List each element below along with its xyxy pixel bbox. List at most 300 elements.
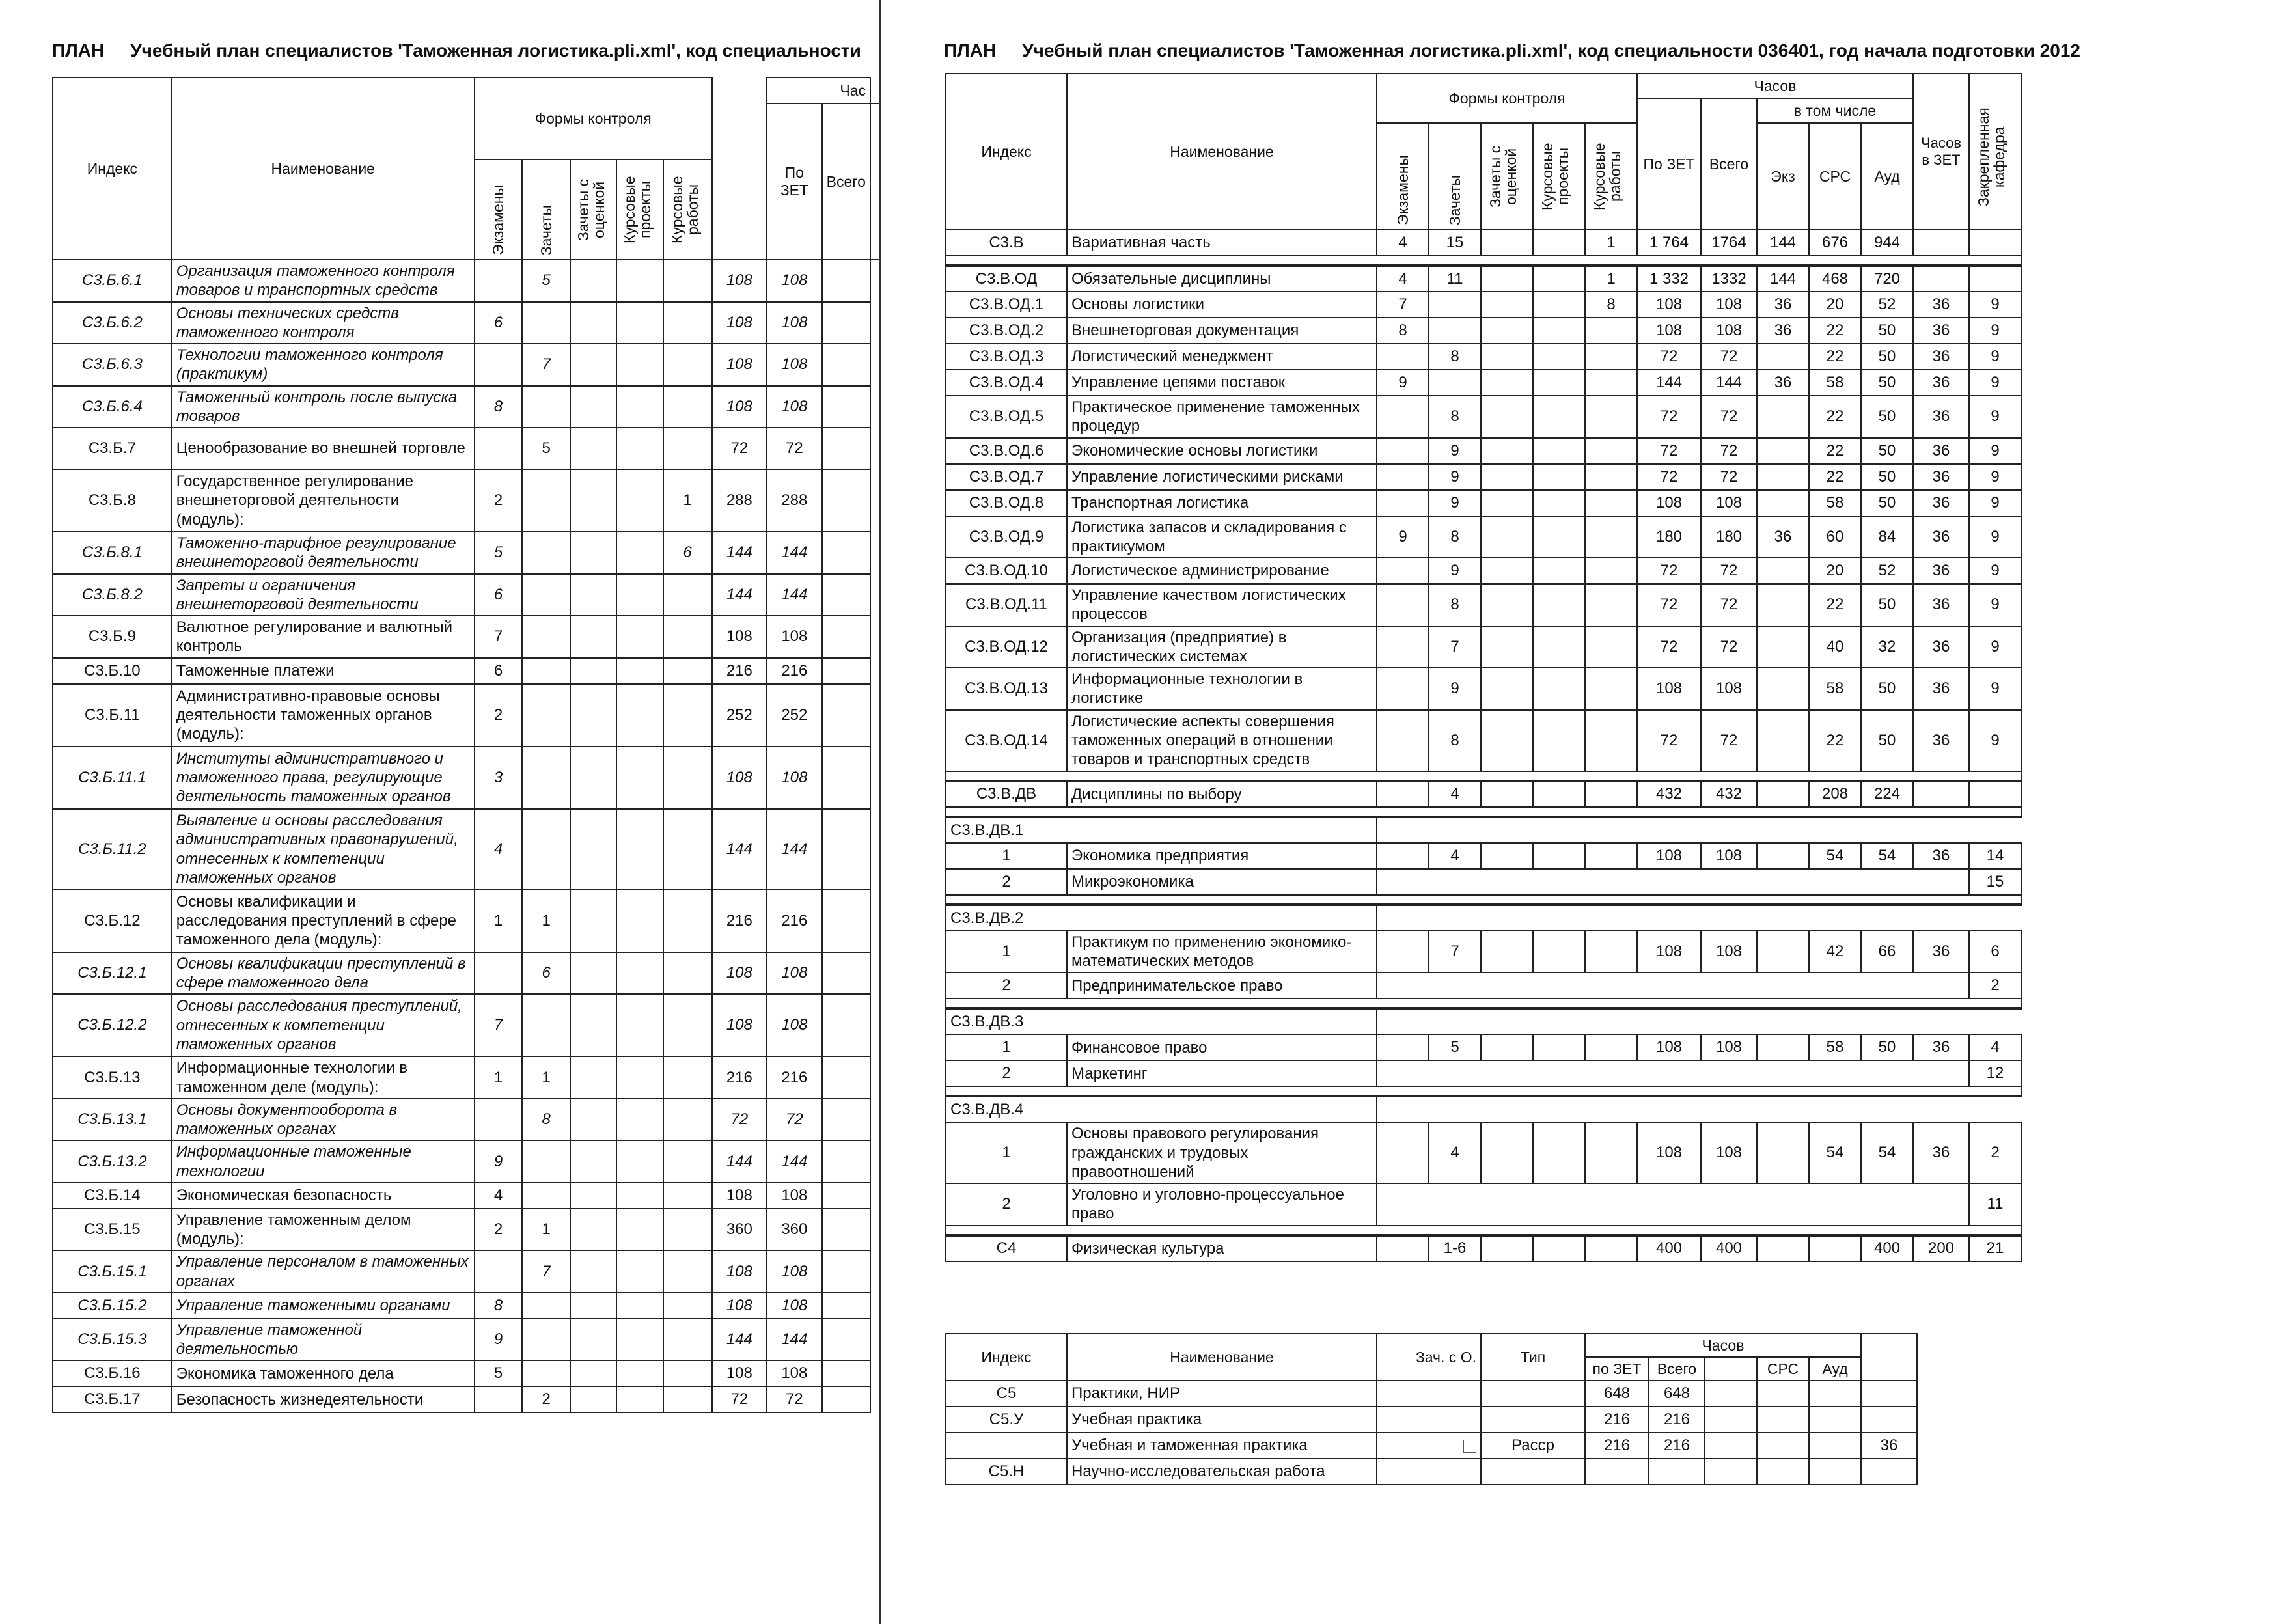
row-credits	[522, 1183, 570, 1209]
row-index: С3.Б.16	[53, 1360, 172, 1386]
row-credits: 1	[522, 1056, 570, 1099]
row-exams	[1377, 344, 1429, 370]
row-course-works	[1585, 1034, 1637, 1060]
row-index: С3.В.ОД.3	[946, 344, 1067, 370]
row-cut	[822, 1250, 870, 1293]
table-row	[53, 1099, 879, 1141]
row-zet: 108	[1637, 318, 1701, 344]
row-index: 2	[946, 1183, 1067, 1226]
row-exam-hours: 144	[1757, 230, 1809, 256]
row-course-projects	[1533, 1034, 1585, 1060]
row-dept: 9	[1969, 626, 2021, 668]
row-course-works	[663, 386, 712, 428]
row-name: Таможенно-тарифное регулирование внешнеторговой деятельности	[172, 532, 475, 574]
row-cut	[822, 1056, 870, 1099]
row-zet: 108	[712, 1183, 767, 1209]
row-cut	[822, 809, 870, 890]
row-hours-zet: 36	[1913, 370, 1969, 396]
row-course-projects	[1533, 370, 1585, 396]
row-credits	[522, 809, 570, 890]
col-forms: Формы контроля	[1377, 74, 1637, 123]
row-srs: 60	[1809, 516, 1861, 558]
plan-label: ПЛАН	[52, 40, 105, 61]
row-hours-zet: 36	[1913, 931, 1969, 973]
row-empty-span	[1377, 1060, 1969, 1086]
row-index: 2	[946, 1060, 1067, 1086]
row-exam-hours	[1757, 464, 1809, 490]
row-srs: 40	[1809, 626, 1861, 668]
row-credits: 2	[522, 1386, 570, 1412]
row-total: 108	[1701, 318, 1757, 344]
row-hours-zet	[1913, 781, 1969, 807]
row-course-works	[663, 952, 712, 995]
row-course-projects	[616, 469, 663, 532]
row-exams	[475, 260, 523, 302]
group-blank	[1377, 905, 2021, 931]
row-exams: 8	[475, 386, 523, 428]
row-name: Учебная и таможенная практика	[1067, 1433, 1377, 1459]
row-course-projects	[1533, 558, 1585, 584]
row-zet: 72	[712, 428, 767, 469]
row-credits	[522, 302, 570, 344]
row-credits-grade	[570, 1293, 616, 1319]
row-credits-grade	[570, 747, 616, 809]
row-hours-zet: 36	[1913, 1122, 1969, 1183]
row-course-projects	[616, 1386, 663, 1412]
row-name: Управление таможенной деятельностью	[172, 1319, 475, 1361]
row-exams	[1377, 1034, 1429, 1060]
row-hours-zet: 36	[1913, 396, 1969, 438]
row-index: С3.Б.10	[53, 658, 172, 684]
row-index: С3.В.ОД.7	[946, 464, 1067, 490]
row-name: Физическая культура	[1067, 1235, 1377, 1261]
row-index: С3.Б.12.1	[53, 952, 172, 995]
row-hours-zet: 36	[1913, 1034, 1969, 1060]
row-dept: 9	[1969, 318, 2021, 344]
col-course-projects: Курсовые проекты	[616, 159, 663, 260]
row-srs: 58	[1809, 668, 1861, 710]
row-name: Институты административного и таможенного права, регулирующие деятельность таможенных органов	[172, 747, 475, 809]
row-name: Практическое применение таможенных процедур	[1067, 396, 1377, 438]
row-course-works	[1585, 344, 1637, 370]
row-aud: 50	[1861, 370, 1913, 396]
row-name: Экономическая безопасность	[172, 1183, 475, 1209]
row-hours-zet: 36	[1913, 626, 1969, 668]
row-aud: 720	[1861, 266, 1913, 292]
row-exams: 8	[475, 1293, 523, 1319]
row-index: С3.Б.14	[53, 1183, 172, 1209]
row-course-works	[1585, 843, 1637, 869]
col-srs: СРС	[1809, 123, 1861, 230]
row-index: С3.В.ОД.14	[946, 710, 1067, 771]
row-dept: 15	[1969, 869, 2021, 895]
row-credits-grade	[1481, 626, 1533, 668]
row-cut	[822, 1360, 870, 1386]
row-exams	[1377, 668, 1429, 710]
row-cut	[822, 574, 870, 616]
row-exam-hours: 36	[1757, 292, 1809, 318]
prac-col-aud: Ауд	[1809, 1357, 1861, 1381]
row-exams: 2	[475, 684, 523, 747]
row-total: 144	[767, 532, 822, 574]
row-credits: 7	[522, 344, 570, 386]
row-hours-zet: 36	[1913, 558, 1969, 584]
row-index: С5	[946, 1381, 1067, 1407]
row-credits-grade	[1481, 1034, 1533, 1060]
row-credits-grade	[570, 344, 616, 386]
row-course-works	[663, 616, 712, 658]
elective-alternative-row	[946, 869, 2021, 895]
row-zet: 216	[1585, 1407, 1649, 1433]
row-credits: 5	[522, 260, 570, 302]
row-total: 144	[767, 1319, 822, 1361]
row-course-works: 1	[1585, 230, 1637, 256]
row-zet: 108	[712, 1293, 767, 1319]
row-course-works: 6	[663, 532, 712, 574]
row-total: 72	[1701, 464, 1757, 490]
row-course-projects	[1533, 584, 1585, 626]
row-index: С3.Б.15.1	[53, 1250, 172, 1293]
row-course-projects	[616, 658, 663, 684]
row-name: Логистика запасов и складирования с практикумом	[1067, 516, 1377, 558]
table-row	[53, 1293, 879, 1319]
row-zet: 108	[712, 260, 767, 302]
row-credits-grade	[570, 994, 616, 1056]
row-exam-hours: 36	[1757, 370, 1809, 396]
separator-cell	[946, 256, 2021, 266]
row-credits-grade	[1481, 438, 1533, 464]
row-total: 216	[767, 890, 822, 952]
row-srs: 22	[1809, 584, 1861, 626]
row-index: 2	[946, 972, 1067, 998]
row-srs: 20	[1809, 292, 1861, 318]
row-zet: 288	[712, 469, 767, 532]
table-row	[53, 994, 879, 1056]
row-name: Ценообразование во внешней торговле	[172, 428, 475, 469]
row-name: Научно-исследовательская работа	[1067, 1459, 1377, 1485]
row-exams	[1377, 710, 1429, 771]
row-course-works	[1585, 318, 1637, 344]
row-blank	[1705, 1381, 1757, 1407]
row-index: С3.В.ОД.10	[946, 558, 1067, 584]
col-zet: По ЗЕТ	[767, 103, 822, 260]
row-total: 108	[1701, 668, 1757, 710]
row-name: Основы документооборота в таможенных органах	[172, 1099, 475, 1141]
row-name: Обязательные дисциплины	[1067, 266, 1377, 292]
row-index: С3.В.ОД.11	[946, 584, 1067, 626]
row-credits	[1429, 292, 1481, 318]
row-credits-grade	[570, 890, 616, 952]
row-hours-zet: 36	[1913, 464, 1969, 490]
row-name: Практики, НИР	[1067, 1381, 1377, 1407]
row-hours-zet: 36	[1913, 490, 1969, 516]
row-aud: 52	[1861, 558, 1913, 584]
row-credits	[1429, 318, 1481, 344]
row-index: С5.Н	[946, 1459, 1067, 1485]
row-course-projects	[616, 386, 663, 428]
row-index: С3.Б.15.3	[53, 1319, 172, 1361]
row-exams: 4	[475, 809, 523, 890]
row-aud: 50	[1861, 1034, 1913, 1060]
row-aud	[1809, 1407, 1861, 1433]
row-course-projects	[1533, 710, 1585, 771]
row-total: 108	[767, 344, 822, 386]
row-name: Управление таможенными органами	[172, 1293, 475, 1319]
row-aud: 50	[1861, 668, 1913, 710]
row-name: Микроэкономика	[1067, 869, 1377, 895]
row-zach	[1377, 1459, 1481, 1485]
row-dept: 9	[1969, 558, 2021, 584]
row-exams	[475, 1250, 523, 1293]
col-credits-grade: Зачеты с оценкой	[570, 159, 616, 260]
row-zet: 108	[1637, 843, 1701, 869]
row-name: Технологии таможенного контроля (практикум)	[172, 344, 475, 386]
left-page-title	[52, 40, 861, 61]
row-exams: 9	[1377, 516, 1429, 558]
row-credits	[522, 658, 570, 684]
row-total: 108	[767, 260, 822, 302]
row-zet: 360	[712, 1209, 767, 1251]
row-index: С3.В.ОД.6	[946, 438, 1067, 464]
row-course-works	[1585, 626, 1637, 668]
row-credits-grade	[1481, 490, 1533, 516]
row-course-works	[1585, 464, 1637, 490]
row-srs	[1757, 1407, 1809, 1433]
row-dept: 11	[1969, 1183, 2021, 1226]
row-cut	[822, 684, 870, 747]
row-course-works	[663, 302, 712, 344]
table-separator	[946, 1086, 2021, 1096]
row-srs: 42	[1809, 931, 1861, 973]
row-hours-zet	[1913, 266, 1969, 292]
row-course-projects	[1533, 781, 1585, 807]
row-exam-hours	[1757, 490, 1809, 516]
row-name: Организация таможенного контроля товаров и транспортных средств	[172, 260, 475, 302]
row-total: 72	[1701, 558, 1757, 584]
row-name: Таможенный контроль после выпуска товаров	[172, 386, 475, 428]
row-course-projects	[1533, 292, 1585, 318]
row-index: С3.Б.9	[53, 616, 172, 658]
row-total: 288	[767, 469, 822, 532]
row-zet: 144	[712, 809, 767, 890]
row-course-projects	[616, 1099, 663, 1141]
row-srs: 22	[1809, 438, 1861, 464]
row-dept: 9	[1969, 344, 2021, 370]
row-zet: 108	[712, 302, 767, 344]
row-course-works	[1585, 781, 1637, 807]
row-name: Практикум по применению экономико-математических методов	[1067, 931, 1377, 973]
col-name: Наименование	[172, 77, 475, 260]
table-row	[946, 668, 2021, 710]
row-course-projects	[616, 684, 663, 747]
row-srs: 22	[1809, 464, 1861, 490]
row-zet: 400	[1637, 1235, 1701, 1261]
col-hours: Часов	[1637, 74, 1913, 98]
row-course-works	[1585, 490, 1637, 516]
row-course-projects	[616, 1056, 663, 1099]
row-zet: 72	[1637, 584, 1701, 626]
row-total: 216	[1649, 1433, 1705, 1459]
row-course-works	[663, 1183, 712, 1209]
row-index: С3.В.ОД.1	[946, 292, 1067, 318]
checkbox-icon[interactable]	[1463, 1440, 1476, 1453]
row-course-works	[1585, 438, 1637, 464]
row-cut	[822, 428, 870, 469]
row-exams	[1377, 1122, 1429, 1183]
row-total: 108	[767, 386, 822, 428]
row-zet: 108	[1637, 1034, 1701, 1060]
table-row	[53, 1140, 879, 1183]
row-exams: 4	[1377, 266, 1429, 292]
row-exams: 5	[475, 1360, 523, 1386]
row-total: 72	[1701, 584, 1757, 626]
table-row	[53, 1386, 879, 1412]
row-index: С3.Б.6.3	[53, 344, 172, 386]
row-total: 216	[767, 1056, 822, 1099]
row-name: Информационные технологии в логистике	[1067, 668, 1377, 710]
row-name: Основы расследования преступлений, отнесенных к компетенции таможенных органов	[172, 994, 475, 1056]
row-cut	[822, 616, 870, 658]
row-name: Логистическое администрирование	[1067, 558, 1377, 584]
row-aud: 224	[1861, 781, 1913, 807]
table-row	[946, 266, 2021, 292]
row-zet: 180	[1637, 516, 1701, 558]
row-course-projects	[1533, 843, 1585, 869]
row-srs: 208	[1809, 781, 1861, 807]
row-index: С3.Б.6.2	[53, 302, 172, 344]
prac-col-hours: Часов	[1585, 1334, 1861, 1357]
row-aud	[1809, 1381, 1861, 1407]
row-total: 108	[1701, 1122, 1757, 1183]
row-index: С3.Б.13	[53, 1056, 172, 1099]
row-credits-grade	[1481, 318, 1533, 344]
row-dept: 9	[1969, 370, 2021, 396]
row-index: С3.Б.13.2	[53, 1140, 172, 1183]
row-course-works	[663, 994, 712, 1056]
row-name: Финансовое право	[1067, 1034, 1377, 1060]
row-name: Управление цепями поставок	[1067, 370, 1377, 396]
row-exams	[1377, 464, 1429, 490]
row-course-projects	[1533, 396, 1585, 438]
row-total: 108	[1701, 292, 1757, 318]
row-exams: 7	[1377, 292, 1429, 318]
row-name: Управление качеством логистических процессов	[1067, 584, 1377, 626]
row-zet: 108	[712, 952, 767, 995]
row-empty-span	[1377, 1183, 1969, 1226]
curriculum-table-variative	[945, 73, 2022, 1262]
table-row	[946, 370, 2021, 396]
row-total: 180	[1701, 516, 1757, 558]
row-credits: 9	[1429, 558, 1481, 584]
row-zet: 144	[712, 574, 767, 616]
plan-title-text: Учебный план специалистов 'Таможенная логистика.pli.xml', код специальности	[130, 40, 861, 61]
row-exams: 2	[475, 469, 523, 532]
row-total: 144	[767, 574, 822, 616]
group-index: С3.В.ДВ.1	[946, 817, 1377, 843]
row-course-works	[1585, 558, 1637, 584]
row-course-works	[1585, 1122, 1637, 1183]
row-cut	[822, 469, 870, 532]
row-course-projects	[1533, 931, 1585, 973]
row-aud	[1809, 1433, 1861, 1459]
row-credits-grade	[1481, 396, 1533, 438]
row-index: С3.В.ОД.2	[946, 318, 1067, 344]
elective-alternative-row	[946, 1183, 2021, 1226]
row-credits: 15	[1429, 230, 1481, 256]
row-credits: 9	[1429, 668, 1481, 710]
row-dept: 4	[1969, 1034, 2021, 1060]
row-total	[1649, 1459, 1705, 1485]
row-exams	[475, 344, 523, 386]
row-credits: 7	[1429, 931, 1481, 973]
row-zet: 108	[1637, 1122, 1701, 1183]
practice-table-body	[946, 1381, 1917, 1485]
row-index: С3.Б.12.2	[53, 994, 172, 1056]
row-credits: 4	[1429, 1122, 1481, 1183]
row-course-works	[663, 1250, 712, 1293]
row-credits: 6	[522, 952, 570, 995]
col-exams: Экзамены	[475, 159, 523, 260]
row-course-projects	[616, 1183, 663, 1209]
table-row	[946, 558, 2021, 584]
row-exam-hours	[1757, 843, 1809, 869]
row-credits: 8	[1429, 516, 1481, 558]
row-exam-hours	[1757, 558, 1809, 584]
table-row	[946, 292, 2021, 318]
group-blank	[1377, 817, 2021, 843]
row-hours-zet: 36	[1913, 292, 1969, 318]
row-dept	[1969, 266, 2021, 292]
row-exams: 5	[475, 532, 523, 574]
row-credits: 9	[1429, 490, 1481, 516]
row-credits-grade	[570, 1099, 616, 1141]
row-zet	[1585, 1459, 1649, 1485]
row-course-works	[663, 1099, 712, 1141]
row-credits	[522, 1360, 570, 1386]
row-exams	[475, 1386, 523, 1412]
row-dept: 9	[1969, 516, 2021, 558]
row-name: Экономика предприятия	[1067, 843, 1377, 869]
row-dept: 9	[1969, 464, 2021, 490]
row-exams: 1	[475, 890, 523, 952]
row-zet: 108	[712, 1250, 767, 1293]
row-hours-zet	[1861, 1407, 1917, 1433]
row-course-works	[663, 428, 712, 469]
row-credits-grade	[1481, 516, 1533, 558]
row-zet: 108	[1637, 292, 1701, 318]
table-row	[946, 490, 2021, 516]
row-credits: 5	[1429, 1034, 1481, 1060]
row-zet: 144	[712, 1140, 767, 1183]
table-row	[53, 1250, 879, 1293]
row-zet: 108	[712, 344, 767, 386]
row-empty-span	[1377, 869, 1969, 895]
table-row	[53, 890, 879, 952]
row-name: Управление персоналом в таможенных органах	[172, 1250, 475, 1293]
col-hours-cut: Час	[767, 77, 870, 103]
row-zet: 72	[1637, 558, 1701, 584]
row-cut	[822, 890, 870, 952]
row-aud: 66	[1861, 931, 1913, 973]
row-exams	[475, 428, 523, 469]
col-credits: Зачеты	[522, 159, 570, 260]
row-exams: 6	[475, 302, 523, 344]
table-row	[946, 1381, 1917, 1407]
row-course-projects	[616, 260, 663, 302]
row-credits-grade	[570, 684, 616, 747]
row-credits	[522, 1319, 570, 1361]
row-aud: 54	[1861, 843, 1913, 869]
